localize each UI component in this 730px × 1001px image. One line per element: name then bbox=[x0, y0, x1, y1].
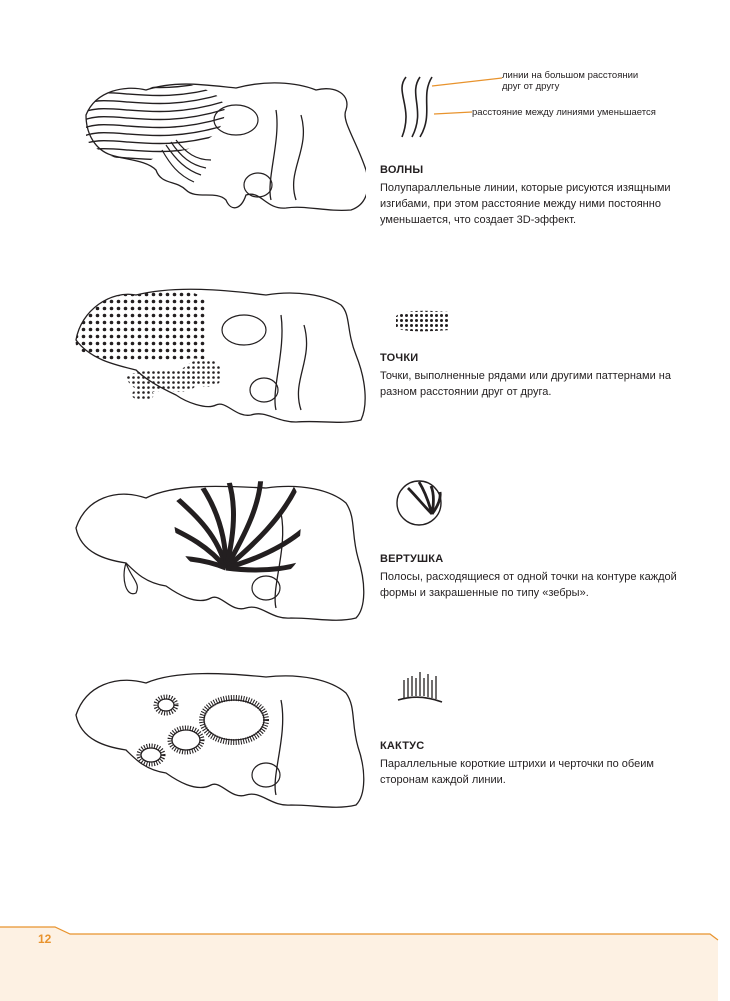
section-desc-waves: Полупараллельные линии, которые рисуются изящными изгибами, при этом расстояние между ними постоянно уменьшается, что создает 3D-эффект. bbox=[380, 182, 671, 226]
section-desc-cactus: Параллельные короткие штрихи и черточки по обеим сторонам каждой линии. bbox=[380, 758, 654, 786]
section-title-waves: ВОЛНЫ bbox=[380, 164, 424, 176]
section-title-cactus: КАКТУС bbox=[380, 740, 425, 752]
page-number: 12 bbox=[38, 932, 52, 946]
waves-illustration bbox=[66, 60, 366, 225]
cactus-illustration bbox=[66, 655, 366, 820]
cactus-icon bbox=[396, 666, 444, 704]
dots-illustration bbox=[66, 270, 366, 435]
section-title-pinwheel: ВЕРТУШКА bbox=[380, 553, 444, 565]
section-desc-dots: Точки, выполненные рядами или другими паттернами на разном расстоянии друг от друга. bbox=[380, 370, 671, 398]
pinwheel-illustration bbox=[66, 468, 366, 633]
pinwheel-icon bbox=[394, 478, 444, 528]
section-title-dots: ТОЧКИ bbox=[380, 352, 419, 364]
annotation-lines bbox=[430, 70, 510, 130]
section-desc-pinwheel: Полосы, расходящиеся от одной точки на контуре каждой формы и закрашенные по типу «зебры». bbox=[380, 571, 677, 599]
page-footer-band bbox=[0, 922, 730, 1001]
dots-icon bbox=[394, 308, 452, 334]
annotation-wide-spacing: линии на большом расстоянии друг от другу bbox=[502, 70, 639, 92]
annotation-narrow-spacing: расстояние между линиями уменьшается bbox=[472, 107, 656, 118]
